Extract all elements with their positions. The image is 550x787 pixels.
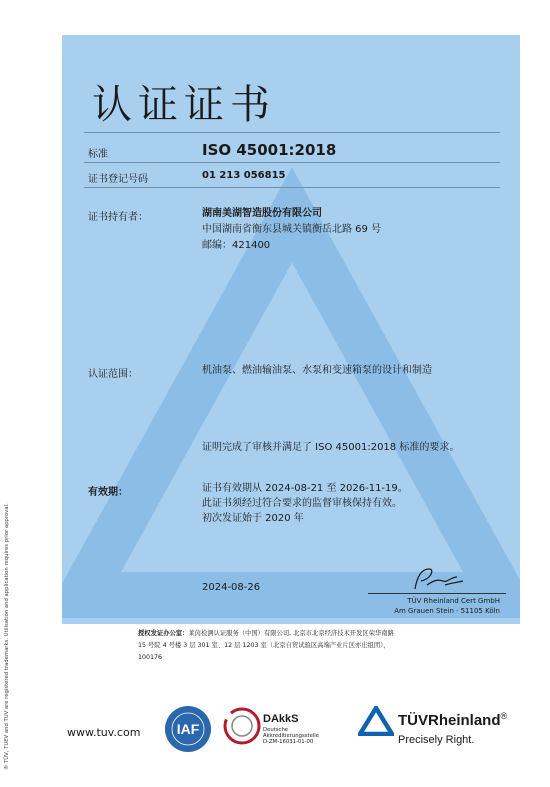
website-link[interactable]: www.tuv.com [67, 726, 141, 739]
divider [84, 132, 500, 133]
holder-address: 中国湖南省衡东县城关镇衡岳北路 69 号 [202, 224, 382, 235]
scope-value: 机油泵、燃油输油泵、水泵和变速箱泵的设计和制造 [202, 365, 432, 376]
iaf-text: IAF [176, 721, 200, 737]
authorized-line1: 莱茵检测认证服务（中国）有限公司, 北京市北京经济技术开发区荣华南路 [188, 630, 394, 637]
authorized-lead: 授权发证办公室： [138, 630, 189, 637]
certificate-title: 认证证书 [92, 82, 276, 128]
signature [407, 563, 467, 593]
authorized-line2: 15 号院 4 号楼 3 层 301 室、12 层 1203 室（北京自贸试验区高端产业片区亦庄组团）， [138, 642, 390, 649]
dakks-name: DAkkS [263, 713, 299, 725]
dakks-line3: D-ZM-16031-01-00 [263, 739, 314, 745]
standard-value: ISO 45001:2018 [202, 141, 337, 159]
registration-label: 证书登记号码 [88, 174, 148, 185]
certifier-address: Am Grauen Stein · 51105 Köln [394, 607, 500, 615]
signature-line [368, 593, 506, 594]
tuv-triangle-icon [358, 706, 394, 736]
trademark-note: ® TÜV, TUEV and TUV are registered trademarks. Utilisation and application requires prior approval. [4, 503, 10, 770]
registration-number: 01 213 056815 [202, 170, 286, 181]
holder-name: 湖南美湖智造股份有限公司 [202, 208, 322, 219]
issue-date: 2024-08-26 [202, 582, 261, 593]
dakks-logo-icon [222, 706, 262, 746]
scope-label: 认证范围： [88, 369, 138, 380]
tuv-brand [398, 711, 507, 729]
authorized-office [138, 628, 438, 664]
dakks-line2: Akkreditierungsstelle [263, 733, 320, 739]
validity-period: 证书有效期从 2024-08-21 至 2026-11-19。 [202, 483, 408, 494]
holder-postcode: 邮编：421400 [202, 240, 271, 251]
first-issue: 初次发证始于 2020 年 [202, 513, 304, 524]
standard-label: 标准 [88, 149, 108, 160]
validity-label: 有效期： [88, 487, 128, 498]
divider [84, 162, 500, 163]
certifier-name: TÜV Rheinland Cert GmbH [407, 597, 500, 605]
footer [0, 700, 550, 760]
iaf-logo-icon [164, 705, 212, 753]
authorized-line3: 100176 [138, 654, 163, 661]
compliance-statement: 证明完成了审核并满足了 ISO 45001:2018 标准的要求。 [202, 442, 460, 453]
tuv-brand-text: TÜVRheinland [398, 712, 501, 729]
certificate-panel [62, 35, 520, 624]
divider [84, 187, 500, 188]
tuv-tagline: Precisely Right. [398, 734, 475, 746]
validity-condition: 此证书须经过符合要求的监督审核保持有效。 [202, 498, 402, 509]
dakks-line1: Deutsche [263, 727, 289, 733]
tuv-registered-mark: ® [500, 711, 508, 721]
holder-label: 证书持有者： [88, 212, 148, 223]
